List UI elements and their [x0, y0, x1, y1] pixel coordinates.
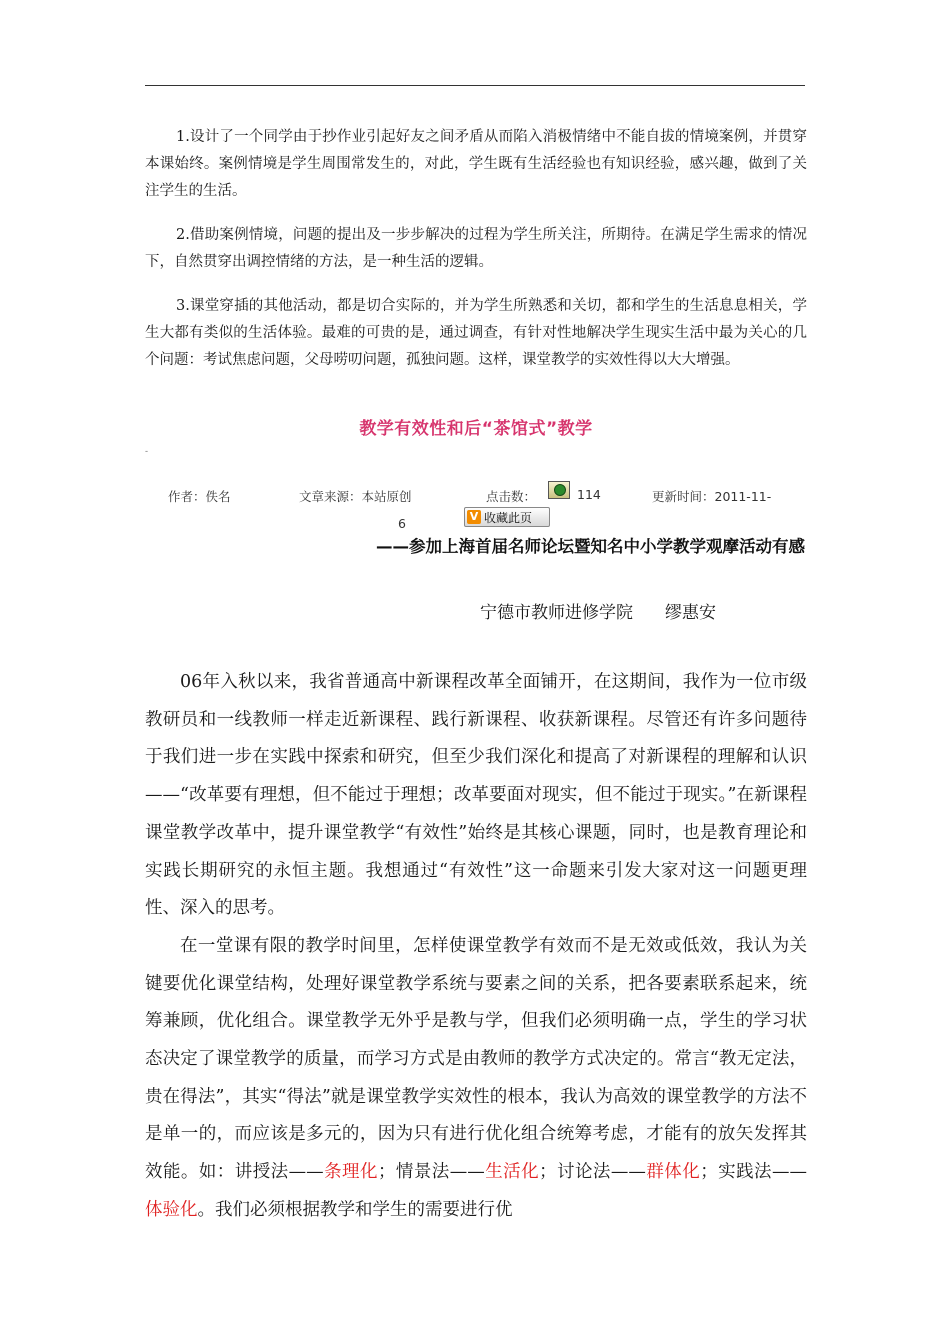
- meta-hits-value: 114: [577, 487, 601, 502]
- meta-source: 文章来源：本站原创: [299, 489, 412, 504]
- meta-updated-cont: 6: [398, 516, 406, 531]
- top-paragraph-3: 3.课堂穿插的其他活动，都是切合实际的，并为学生所熟悉和关切，都和学生的生活息息相关，学生大都有类似的生活体验。最难的可贵的是，通过调查，有针对性地解决学生现实生活中最为关心的几个问题：考试焦虑问题，父母唠叨问题，孤独问题。这样，课堂教学的实效性得以大大增强。: [145, 298, 807, 368]
- article-subtitle: ——参加上海首届名师论坛暨知名中小学教学观摩活动有感: [376, 537, 805, 556]
- top-paragraphs: [145, 124, 807, 374]
- favorite-icon: V: [467, 510, 481, 524]
- top-paragraph-1: 1.设计了一个同学由于抄作业引起好友之间矛盾从而陷入消极情绪中不能自拔的情境案例，并贯穿本课始终。案例情境是学生周围常发生的，对此，学生既有生活经验也有知识经验，感兴趣，做到了关注学生的生活。: [145, 129, 807, 199]
- highlight-tiaolihua: 条理化: [323, 1162, 378, 1183]
- header-rule: [145, 85, 805, 86]
- highlight-qunti: 群体化: [645, 1162, 701, 1183]
- highlight-tiyanhua: 体验化: [145, 1199, 198, 1220]
- tiny-mark: -: [145, 447, 149, 457]
- institution: 宁德市教师进修学院: [480, 603, 633, 623]
- author-name: 缪惠安: [665, 603, 716, 623]
- favorite-button[interactable]: [464, 507, 550, 527]
- article-body: [145, 664, 807, 1230]
- meta-updated: 更新时间：2011-11-: [652, 489, 772, 504]
- author-line: [480, 598, 716, 623]
- body-paragraph-1: 06年入秋以来，我省普通高中新课程改革全面铺开，在这期间，我作为一位市级教研员和一线教师一样走近新课程、践行新课程、收获新课程。尽管还有许多问题待于我们进一步在实践中探索和研究，但至少我们深化和提高了对新课程的理解和认识——“改革要有理想，但不能过于理想；改革要面对现实，但不能过于现实。”在新课程课堂教学改革中，提升课堂教学“有效性”始终是其核心课题，同时，也是教育理论和实践长期研究的永恒主题。我想通过“有效性”这一命题来引发大家对这一问题更理性、深入的思考。: [145, 672, 807, 919]
- meta-author: 作者：佚名: [168, 489, 231, 504]
- top-paragraph-2: 2.借助案例情境，问题的提出及一步步解决的过程为学生所关注，所期待。在满足学生需求的情况下，自然贯穿出调控情绪的方法，是一种生活的逻辑。: [145, 227, 807, 270]
- hits-icon: [548, 481, 570, 499]
- highlight-shenghuohua: 生活化: [484, 1162, 540, 1183]
- body-paragraph-2: 在一堂课有限的教学时间里，怎样使课堂教学有效而不是无效或低效，我认为关键要优化课堂结构，处理好课堂教学系统与要素之间的关系，把各要素联系起来，统筹兼顾，优化组合。课堂教学无外乎是教与学，但我们必须明确一点，学生的学习状态决定了课堂教学的质量，而学习方式是由教师的教学方式决定的。常言“教无定法，贵在得法”，其实“得法”就是课堂教学实效性的根本，我认为高效的课堂教学的方法不是单一的，而应该是多元的，因为只有进行优化组合统筹考虑，才能有的放矢发挥其效能。如：讲授法——条理化；情景法——生活化；讨论法——群体化；实践法——体验化。我们必须根据教学和学生的需要进行优: [145, 935, 807, 1220]
- article-title[interactable]: 教学有效性和后“茶馆式”教学: [359, 419, 593, 439]
- meta-hits-label: 点击数：: [486, 489, 537, 504]
- favorite-button-label: 收藏此页: [484, 510, 533, 525]
